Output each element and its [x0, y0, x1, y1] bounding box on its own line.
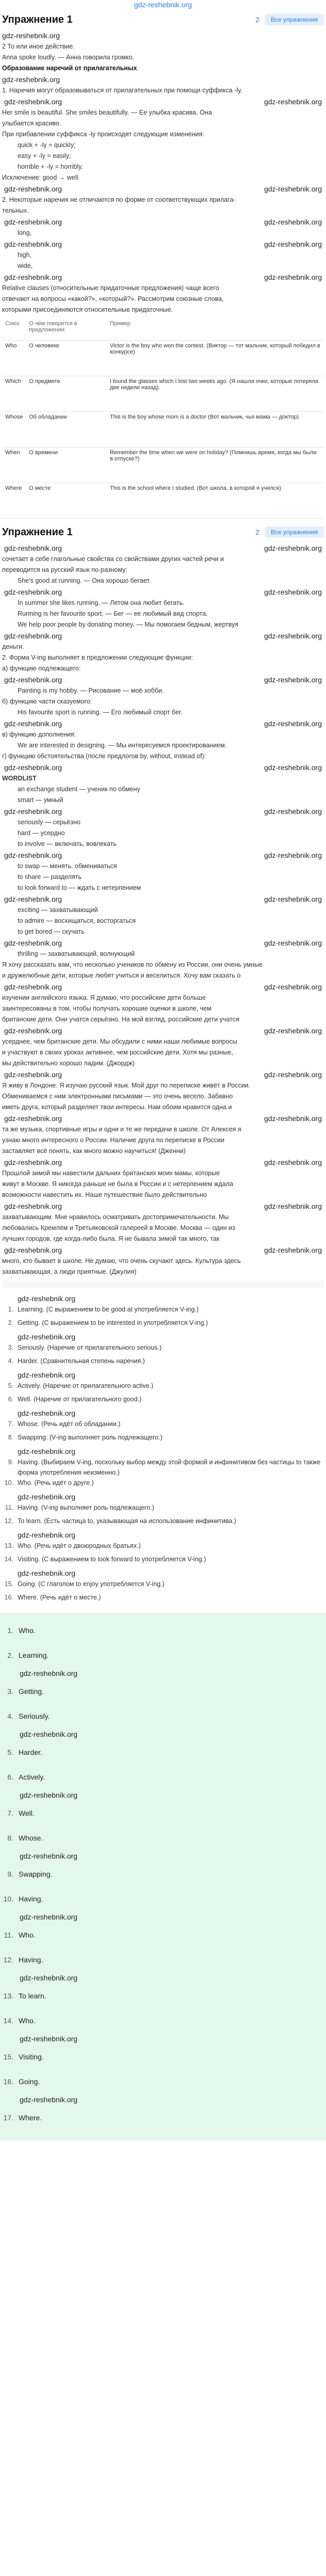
table-header: О чём говорится в предложении [26, 318, 107, 341]
text-line: переводится на русский язык по-разному: [2, 566, 127, 573]
text-line: His favourite sport is running. — Его любимый спорт бег. [18, 709, 183, 716]
table-cell: Which [2, 376, 26, 412]
answer-number: 8. [8, 1434, 13, 1441]
site-watermark: gdz-reshebnik.org [20, 2095, 78, 2104]
final-answer-number: 7. [7, 1809, 13, 1817]
text-line: любовались Кремлём и Третьяковской галереей в Москве. Москва — один из [2, 1224, 235, 1231]
text-line: Painting is my hobby. — Рисование — моё хобби. [18, 687, 164, 694]
final-answer-item [2, 2069, 324, 2094]
answer-item [2, 1457, 324, 1478]
text-line: лучших городов, где когда-либо была. Я не бывала зимой так много, так [2, 1235, 220, 1242]
text-line: to share — разделять [18, 873, 82, 881]
final-answer-number: 11. [4, 1931, 13, 1939]
site-watermark: gdz-reshebnik.org [18, 1569, 76, 1577]
table-row [2, 341, 324, 376]
text-line: to involve — включать, вовлекать [18, 840, 117, 847]
answer-text: Learning. (С выражением to be good at употребляется V-ing.) [18, 1306, 199, 1313]
final-answer-number: 12. [3, 1956, 13, 1964]
section-title: Упражнение 1 [2, 13, 73, 25]
table-row [2, 412, 324, 447]
answer-item [2, 1342, 324, 1356]
final-answer-text: Going. [19, 2077, 40, 2086]
site-watermark: gdz-reshebnik.org [4, 719, 62, 728]
site-watermark: gdz-reshebnik.org [4, 1114, 62, 1123]
table-header: Пример [107, 318, 324, 341]
answer-text: Getting. (С выражением to be interested in употребляется V-ing.) [18, 1319, 208, 1326]
answer-text: Harder. (Сравнительная степень наречия.) [18, 1357, 145, 1365]
site-watermark: gdz-reshebnik.org [4, 807, 62, 815]
divider [2, 1281, 324, 1288]
text-line: захватывающим. Мне нравилось осматривать достопримечательности. Мы [2, 1213, 229, 1221]
site-watermark: gdz-reshebnik.org [264, 1158, 322, 1166]
text-line: seriously — серьёзно [18, 819, 80, 826]
final-answer-text: Who. [19, 2017, 36, 2025]
text-line: 2. Форма V-ing выполняет в предложении следующие функции: [2, 654, 193, 661]
answer-text: Who. (Речь идёт о друге.) [18, 1479, 94, 1486]
text-line: 1. Наречия могут образовываться от прилагательных при помощи суффикса -ly. [2, 87, 243, 94]
answer-number: 15. [4, 1580, 13, 1588]
answer-text: To learn. (Есть частица to, указывающая на использование инфинитива.) [18, 1517, 236, 1525]
subheading: Образование наречий от прилагательных [2, 65, 137, 72]
answer-text: Visiting. (С выражением to look forward to употребляется V-ing.) [18, 1556, 206, 1563]
final-answer-text: Having. [19, 1956, 43, 1964]
text-line: Relative clauses (относительные придаточные предложения) чаще всего [2, 284, 219, 292]
site-watermark: gdz-reshebnik.org [2, 31, 60, 40]
final-answer-text: Actively. [19, 1773, 45, 1781]
final-answer-item [2, 1862, 324, 1886]
site-watermark: gdz-reshebnik.org [18, 1294, 76, 1303]
answer-text: Where. (Речь идёт о месте.) [18, 1594, 101, 1601]
site-watermark: gdz-reshebnik.org [4, 98, 62, 106]
text-line: smart — умный [18, 796, 63, 804]
final-answer-text: Who. [19, 1626, 36, 1635]
site-watermark: gdz-reshebnik.org [264, 544, 322, 552]
answer-number: 11. [5, 1504, 13, 1511]
table-row [2, 447, 324, 483]
table-cell: О времени [26, 447, 107, 483]
site-watermark: gdz-reshebnik.org [4, 983, 62, 991]
answer-item [2, 1381, 324, 1394]
final-answer-item [2, 2044, 324, 2069]
site-watermark: gdz-reshebnik.org [18, 1333, 76, 1341]
site-watermark: gdz-reshebnik.org [264, 632, 322, 640]
all-exercises-button[interactable]: Все упражнения [265, 526, 324, 538]
site-watermark: gdz-reshebnik.org [4, 939, 62, 947]
final-answer-item [2, 1765, 324, 1789]
text-line: та же музыка, спортивные игры и одни и те же передачи в школе. От Алексея я [2, 1126, 241, 1133]
table-row [2, 483, 324, 519]
answer-item [2, 1502, 324, 1516]
site-watermark: gdz-reshebnik.org [264, 983, 322, 991]
text-line: Я живу в Лондоне. Я изучаю русский язык. Мой друг по переписке живёт в России. [2, 1082, 251, 1089]
text-line: усерднее, чем британские дети. Мы обсудили с ними наши любимые вопросы [2, 1038, 237, 1045]
text-line: to swap — менять, обмениваться [18, 862, 117, 870]
text-line: Прошлой зимой мы навестили дальних британских моих мамы, которые [2, 1170, 220, 1177]
list-item: quick + -ly = quickly; [18, 141, 76, 149]
final-answer-text: Seriously. [19, 1712, 50, 1720]
site-watermark: gdz-reshebnik.org [264, 1070, 322, 1079]
table-cell: Об обладании [26, 412, 107, 447]
answers-list [0, 1293, 326, 1606]
final-answer-text: Getting. [19, 1687, 44, 1695]
answer-number: 5. [8, 1382, 13, 1389]
final-answer-item [2, 1826, 324, 1850]
text-line: hard — усердно [18, 829, 65, 837]
site-watermark: gdz-reshebnik.org [4, 851, 62, 859]
table-header: Союз [2, 318, 26, 341]
site-watermark: gdz-reshebnik.org [20, 1913, 78, 1921]
final-answer-text: Who. [19, 1931, 36, 1939]
final-answer-item [2, 1947, 324, 1972]
final-answer-item [2, 1740, 324, 1765]
site-watermark: gdz-reshebnik.org [4, 676, 62, 684]
final-answer-number: 16. [3, 2077, 13, 2086]
text-line: Я хочу рассказать вам, что несколько учеников по обмену из России, они очень умные [2, 961, 263, 968]
final-answer-number: 5. [7, 1748, 13, 1756]
theory-block-2 [0, 542, 326, 1277]
site-watermark: gdz-reshebnik.org [264, 807, 322, 815]
list-item: wide, [18, 262, 33, 269]
answer-number: 4. [8, 1357, 13, 1365]
site-watermark: gdz-reshebnik.org [18, 1371, 76, 1379]
text-line: In summer she likes running. — Летом она любит бегать. [18, 599, 185, 606]
answer-text: Whose. (Речь идёт об обладании.) [18, 1420, 121, 1428]
final-answer-number: 9. [7, 1870, 13, 1878]
section-title: Упражнение 1 [2, 526, 73, 538]
site-watermark: gdz-reshebnik.org [20, 1974, 78, 1982]
site-watermark: gdz-reshebnik.org [20, 1852, 78, 1860]
text-line: 2 То или иное действие. [2, 43, 75, 50]
final-answers-list [0, 1613, 326, 2140]
final-answer-number: 13. [3, 1992, 13, 2000]
text-line: отвечают на вопросы «какой?», «который?». Рассмотрим союзные слова, [2, 295, 224, 302]
site-watermark: gdz-reshebnik.org [4, 588, 62, 596]
answer-text: Well. (Наречие от прилагательного good.) [18, 1396, 142, 1403]
site-watermark: gdz-reshebnik.org [4, 632, 62, 640]
final-answer-text: Where. [19, 2114, 42, 2122]
site-watermark: gdz-reshebnik.org [4, 1027, 62, 1035]
exercise-number[interactable]: 2 [255, 528, 259, 536]
site-watermark: gdz-reshebnik.org [4, 1202, 62, 1210]
final-answer-number: 2. [7, 1651, 13, 1659]
text-line: We help poor people by donating money. — Мы помогаем бедным, жертвуя [18, 621, 238, 628]
site-watermark-top: gdz-reshebnik.org [134, 1, 192, 9]
final-answer-number: 6. [7, 1773, 13, 1781]
site-watermark: gdz-reshebnik.org [2, 75, 60, 84]
site-watermark: gdz-reshebnik.org [20, 1791, 78, 1799]
section-header-2 [0, 522, 326, 542]
answer-item [2, 1579, 324, 1592]
answer-number: 3. [8, 1344, 13, 1351]
text-line: Anna spoke loudly. — Анна говорила громко. [2, 54, 135, 61]
final-answer-text: Well. [19, 1809, 35, 1817]
final-answer-item [2, 1643, 324, 1668]
text-line: Her smile is beautiful. She smiles beautifully. — Ее улыбка красива. Она [2, 109, 212, 116]
site-watermark: gdz-reshebnik.org [18, 1447, 76, 1455]
final-answer-number: 3. [7, 1687, 13, 1695]
text-line: много, кто бывает в школе. Не думаю, что очень скучают здесь. Культура здесь [2, 1257, 241, 1265]
site-watermark: gdz-reshebnik.org [4, 544, 62, 552]
text-line: тельных. [2, 207, 29, 214]
final-answer-number: 14. [3, 2017, 13, 2025]
text-line: Исключение: good → well. [2, 174, 80, 181]
text-line: заставляет всё понять, как много можно научиться! (Дженни) [2, 1147, 186, 1155]
site-watermark: gdz-reshebnik.org [20, 1730, 78, 1738]
site-watermark: gdz-reshebnik.org [264, 185, 322, 193]
final-answer-item [2, 1618, 324, 1643]
site-watermark: gdz-reshebnik.org [264, 1027, 322, 1035]
answer-text: Swapping. (V-ing выполняет роль подлежащего.) [18, 1434, 162, 1441]
answer-item [2, 1318, 324, 1331]
final-answer-number: 1. [7, 1626, 13, 1635]
text-line: которыми присоединяются относительные придаточные. [2, 306, 173, 313]
answer-item [2, 1541, 324, 1554]
final-answer-number: 17. [3, 2114, 13, 2122]
site-watermark: gdz-reshebnik.org [264, 676, 322, 684]
answer-text: Who. (Речь идёт о двоюродных братьях.) [18, 1542, 141, 1549]
text-line: иметь друга, который разделяет твои интересы. Нам обоим нравится одна и [2, 1103, 232, 1111]
answer-item [2, 1304, 324, 1318]
text-line: We are interested in designing. — Мы интересуемся проектированием. [18, 742, 227, 749]
exercise-number[interactable]: 2 [255, 15, 259, 24]
answer-item [2, 1419, 324, 1432]
text-line: улыбается красиво. [2, 120, 61, 127]
text-line: г) функцию обстоятельства (после предлогов by, without, instead of): [2, 753, 206, 760]
site-watermark: gdz-reshebnik.org [264, 1202, 322, 1210]
text-line: в) функцию дополнения: [2, 731, 76, 738]
site-watermark: gdz-reshebnik.org [4, 1158, 62, 1166]
text-line: to get bored — скучать [18, 928, 85, 935]
list-item: easy + -ly = easily; [18, 152, 71, 159]
text-line: возможности навестить их. Наше путешествие было действительно [2, 1191, 207, 1198]
site-watermark: gdz-reshebnik.org [264, 588, 322, 596]
all-exercises-button[interactable]: Все упражнения [265, 14, 324, 25]
list-item: high, [18, 251, 32, 259]
table-cell: О месте [26, 483, 107, 519]
relative-clauses-table [2, 318, 324, 519]
site-watermark: gdz-reshebnik.org [4, 240, 62, 248]
text-line: to look forward to — ждать с нетерпением [18, 884, 141, 891]
text-line: thrilling — захватывающий, волнующий [18, 950, 135, 957]
answer-item [2, 1554, 324, 1567]
site-watermark: gdz-reshebnik.org [264, 895, 322, 903]
site-watermark: gdz-reshebnik.org [20, 1669, 78, 1677]
site-watermark: gdz-reshebnik.org [4, 763, 62, 772]
final-answer-number: 10. [3, 1895, 13, 1903]
site-watermark: gdz-reshebnik.org [4, 185, 62, 193]
answer-number: 6. [8, 1396, 13, 1403]
answer-item [2, 1394, 324, 1407]
answer-item [2, 1432, 324, 1446]
final-answer-item [2, 1801, 324, 1826]
text-line: exciting — захватывающий [18, 906, 98, 914]
answer-number: 10. [4, 1479, 13, 1486]
text-line: а) функцию подлежащего: [2, 665, 81, 672]
table-cell: О человеке [26, 341, 107, 376]
answer-item [2, 1356, 324, 1369]
table-cell: I found the glasses which I lost two weeks ago. (Я нашла очки, которые потеряла две недели назад). [107, 376, 324, 412]
answer-text: Having. (V-ing выполняет роль подлежащего.) [18, 1504, 154, 1511]
final-answer-text: Swapping. [19, 1870, 53, 1878]
final-answer-item [2, 1679, 324, 1704]
text-line: б) функцию части сказуемого: [2, 698, 92, 705]
table-cell: Who [2, 341, 26, 376]
section-header-1 [0, 9, 326, 30]
final-answer-item [2, 1983, 324, 2008]
text-line: изучении английского языка. Я думаю, что российские дети больше [2, 994, 206, 1001]
final-answer-item [2, 1923, 324, 1947]
table-cell: When [2, 447, 26, 483]
text-line: заинтересованы в том, чтобы получать хорошие оценки в школе, чем [2, 1005, 211, 1012]
answer-number: 13. [4, 1542, 13, 1549]
answer-number: 2. [8, 1319, 13, 1326]
answer-text: Having. (Выбираем V-ing, поскольку выбор между этой формой и инфинитивом без частицы to также форма употребления неизменно.) [18, 1459, 321, 1476]
site-watermark: gdz-reshebnik.org [264, 1246, 322, 1254]
text-line: захватывающая, а люди приятные. (Джулия) [2, 1268, 137, 1275]
final-answer-text: Having. [19, 1895, 43, 1903]
site-watermark: gdz-reshebnik.org [264, 1114, 322, 1123]
table-row [2, 376, 324, 412]
site-watermark: gdz-reshebnik.org [4, 1246, 62, 1254]
site-watermark: gdz-reshebnik.org [20, 2035, 78, 2043]
table-cell: Where [2, 483, 26, 519]
text-line: живут в Москве. Я никогда раньше не была в России и с нетерпением ждала [2, 1180, 233, 1188]
site-watermark: gdz-reshebnik.org [264, 98, 322, 106]
answer-number: 7. [8, 1420, 13, 1428]
text-line: При прибавлении суффикса -ly происходят следующие изменения: [2, 131, 204, 138]
answer-text: Actively. (Наречие от прилагательного active.) [18, 1382, 154, 1389]
site-watermark: gdz-reshebnik.org [264, 719, 322, 728]
final-answer-item [2, 1704, 324, 1729]
answer-number: 1. [8, 1306, 13, 1313]
table-cell: This is the school where I studied. (Вот школа, в которой я учился) [107, 483, 324, 519]
final-answer-item [2, 1886, 324, 1911]
site-watermark: gdz-reshebnik.org [264, 218, 322, 226]
final-answer-number: 4. [7, 1712, 13, 1720]
final-answer-text: Learning. [19, 1651, 49, 1659]
text-line: She's good at running. — Она хорошо бегает. [18, 577, 151, 584]
text-line: узнаю много интересного о России. Наличие друга по переписке в России [2, 1137, 224, 1144]
final-answer-text: To learn. [19, 1992, 46, 2000]
text-line: 2. Некоторые наречия не отличаются по форме от соответствующих прилага- [2, 196, 236, 203]
final-answer-number: 15. [3, 2053, 13, 2061]
table-cell: О предмете [26, 376, 107, 412]
site-watermark: gdz-reshebnik.org [18, 1409, 76, 1417]
text-line: to admire — восхищаться, восторгаться [18, 917, 136, 924]
table-cell: Whose [2, 412, 26, 447]
theory-block-1 [0, 30, 326, 315]
wordlist-heading: WORDLIST [2, 775, 37, 782]
site-watermark: gdz-reshebnik.org [4, 895, 62, 903]
site-watermark: gdz-reshebnik.org [4, 218, 62, 226]
text-line: и участвуют в своих уроках активнее, чем российские дети. Хотя мы разные, [2, 1049, 233, 1056]
answer-text: Seriously. (Наречие от прилагательного serious.) [18, 1344, 162, 1351]
text-line: an exchange student — ученик по обмену [18, 786, 140, 793]
site-watermark: gdz-reshebnik.org [264, 939, 322, 947]
site-watermark: gdz-reshebnik.org [264, 240, 322, 248]
list-item: long, [18, 229, 32, 236]
final-answer-item [2, 2105, 324, 2130]
final-answer-text: Harder. [19, 1748, 42, 1756]
answer-number: 9. [8, 1459, 13, 1466]
answer-number: 14. [4, 1556, 13, 1563]
final-answer-number: 8. [7, 1834, 13, 1842]
site-watermark: gdz-reshebnik.org [4, 1070, 62, 1079]
final-answer-item [2, 2008, 324, 2033]
text-line: мы действительно хорошо ладим. (Джордж) [2, 1060, 135, 1067]
site-watermark: gdz-reshebnik.org [264, 851, 322, 859]
site-watermark: gdz-reshebnik.org [4, 273, 62, 281]
text-line: деньги. [2, 643, 24, 650]
answer-number: 12. [4, 1517, 13, 1525]
final-answer-text: Whose. [19, 1834, 43, 1842]
answer-item [2, 1592, 324, 1606]
text-line: Обмениваемся с ним электронными письмами — это очень весело. Забавно [2, 1093, 233, 1100]
site-watermark: gdz-reshebnik.org [18, 1493, 76, 1501]
table-cell: Victor is the boy who won the contest. (Виктор — тот мальчик, который победил в конкурсе) [107, 341, 324, 376]
answer-number: 16. [4, 1594, 13, 1601]
text-line: сочетает в себе глагольные свойства со свойствами других частей речи и [2, 555, 224, 563]
site-watermark: gdz-reshebnik.org [264, 273, 322, 281]
site-watermark: gdz-reshebnik.org [264, 763, 322, 772]
text-line: и дружелюбные дети, которые любят учиться и веселиться. Хочу вам сказать о [2, 972, 241, 979]
answer-item [2, 1478, 324, 1491]
table-cell: Remember the time when we were on holiday? (Помнишь время, когда мы были в отпуске?) [107, 447, 324, 483]
answer-item [2, 1516, 324, 1529]
text-line: Running is her favourite sport. — Бег — ее любимый вид спорта. [18, 610, 208, 617]
answer-text: Going. (С глаголом to enjoy употребляется V-ing.) [18, 1580, 165, 1588]
text-line: британские дети. Они учатся серьёзно. На мой взгляд, российские дети учатся [2, 1016, 239, 1023]
table-cell: This is the boy whose mom is a doctor (Вот мальчик, чья мама — доктор) [107, 412, 324, 447]
site-watermark: gdz-reshebnik.org [18, 1531, 76, 1539]
final-answer-text: Visiting. [19, 2053, 44, 2061]
list-item: horrible + -ly = horribly. [18, 163, 83, 170]
